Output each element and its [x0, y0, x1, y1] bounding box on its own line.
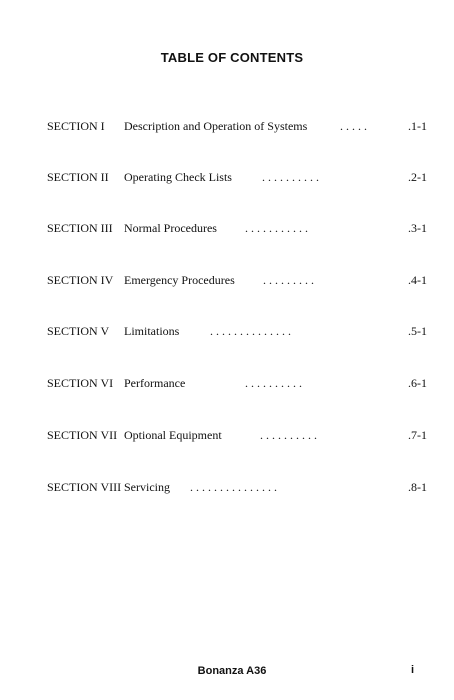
toc-section-label: SECTION II	[47, 170, 109, 184]
toc-page-number: .4-1	[408, 273, 427, 287]
toc-section-label: SECTION VII	[47, 428, 118, 442]
toc-page-number: .1-1	[408, 119, 427, 133]
toc-section-label: SECTION IV	[47, 273, 114, 287]
toc-entry-section-4[interactable]	[47, 272, 427, 288]
toc-section-title: Servicing	[124, 480, 170, 494]
toc-leader-dots: . . . . . . . . . . . . . .	[210, 324, 291, 338]
toc-entry-section-8[interactable]	[47, 479, 427, 495]
toc-section-title: Limitations	[124, 324, 180, 338]
toc-leader-dots: . . . . . . . . . .	[245, 376, 302, 390]
footer-page-number: i	[411, 664, 415, 676]
toc-page-number: .8-1	[408, 480, 427, 494]
toc-leader-dots: . . . . .	[340, 119, 367, 133]
toc-leader-dots: . . . . . . . . . . . . . . .	[190, 480, 277, 494]
toc-section-title: Optional Equipment	[124, 428, 222, 442]
toc-entry-section-5[interactable]	[47, 323, 427, 339]
toc-section-label: SECTION I	[47, 119, 105, 133]
toc-leader-dots: . . . . . . . . . .	[260, 428, 317, 442]
toc-leader-dots: . . . . . . . . . . .	[245, 221, 308, 235]
toc-page-number: .6-1	[408, 376, 427, 390]
toc-section-title: Normal Procedures	[124, 221, 217, 235]
toc-leader-dots: . . . . . . . . . .	[262, 170, 319, 184]
toc-section-title: Performance	[124, 376, 186, 390]
footer-document-title: Bonanza A36	[197, 665, 267, 677]
toc-page-number: .3-1	[408, 221, 427, 235]
toc-leader-dots: . . . . . . . . .	[263, 273, 314, 287]
toc-section-label: SECTION VI	[47, 376, 114, 390]
toc-page-number: .2-1	[408, 170, 427, 184]
toc-section-label: SECTION VIII	[47, 480, 122, 494]
toc-section-title: Operating Check Lists	[124, 170, 232, 184]
toc-section-title: Emergency Procedures	[124, 273, 235, 287]
page-title: TABLE OF CONTENTS	[160, 50, 304, 65]
toc-page-number: .7-1	[408, 428, 427, 442]
toc-section-label: SECTION V	[47, 324, 110, 338]
toc-entry-section-7[interactable]	[47, 427, 427, 443]
toc-entry-section-3[interactable]	[47, 220, 427, 236]
toc-entry-section-1[interactable]	[47, 118, 427, 134]
toc-entry-section-2[interactable]	[47, 169, 427, 185]
toc-section-title: Description and Operation of Systems	[124, 119, 308, 133]
toc-page-number: .5-1	[408, 324, 427, 338]
toc-section-label: SECTION III	[47, 221, 113, 235]
toc-entry-section-6[interactable]	[47, 375, 427, 391]
